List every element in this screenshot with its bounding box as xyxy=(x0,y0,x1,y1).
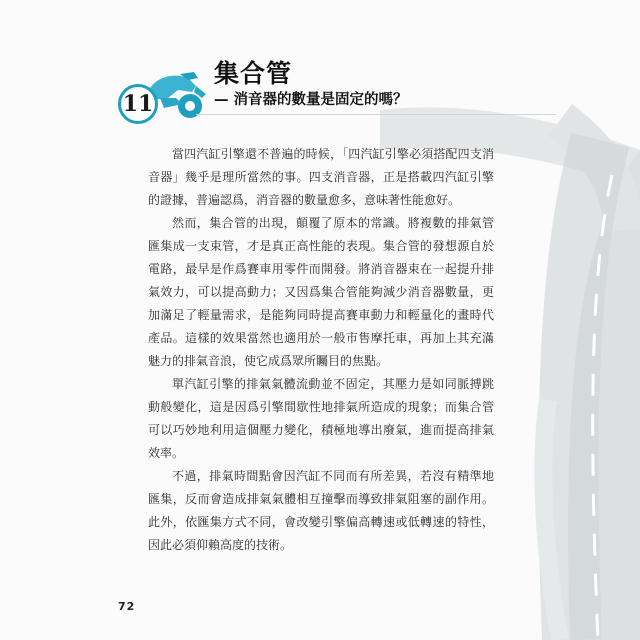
paragraph: 單汽缸引擎的排氣氣體流動並不固定，其壓力是如同脈搏跳動般變化，這是因爲引擎間歇性地排氣所造成的現象；而集合管可以巧妙地利用這個壓力變化，積極地導出廢氣，進而提高排氣效率。 xyxy=(148,377,494,460)
chapter-title: 集合管 xyxy=(214,59,293,88)
paragraph: 不過，排氣時間點會因汽缸不同而有所差異，若沒有精準地匯集，反而會造成排氣氣體相互撞擊而導致排氣阻塞的副作用。此外，依匯集方式不同，會改變引擎偏高轉速或低轉速的特性，因此必須仰賴高度的技術。 xyxy=(148,469,494,552)
chapter-number-badge: 11 xyxy=(118,84,158,124)
chapter-subtitle: — 消音器的數量是固定的嗎？ xyxy=(214,92,408,108)
title-divider xyxy=(196,114,556,115)
page-number: 72 xyxy=(118,600,136,613)
body-text xyxy=(148,143,494,557)
paragraph: 然而，集合管的出現，顛覆了原本的常識。將複數的排氣管匯集成一支束管，才是真正高性能的表現。集合管的發想源自於電路，最早是作爲賽車用零件而開發。將消音器束在一起提升排氣效力，可以提高動力；又因爲集合管能夠減少消音器數量，更加滿足了輕量需求，是能夠同時提高賽車動力和輕量化的畫時代產品。這樣的效果當然也適用於一般市售摩托車，再加上其充滿魅力的排氣音浪，使它成爲眾所矚目的焦點。 xyxy=(148,216,494,368)
paragraph: 當四汽缸引擎還不普遍的時候，「四汽缸引擎必須搭配四支消音器」幾乎是理所當然的事。四支消音器，正是搭載四汽缸引擎的證據，普遍認爲，消音器的數量愈多，意味著性能愈好。 xyxy=(148,147,494,207)
